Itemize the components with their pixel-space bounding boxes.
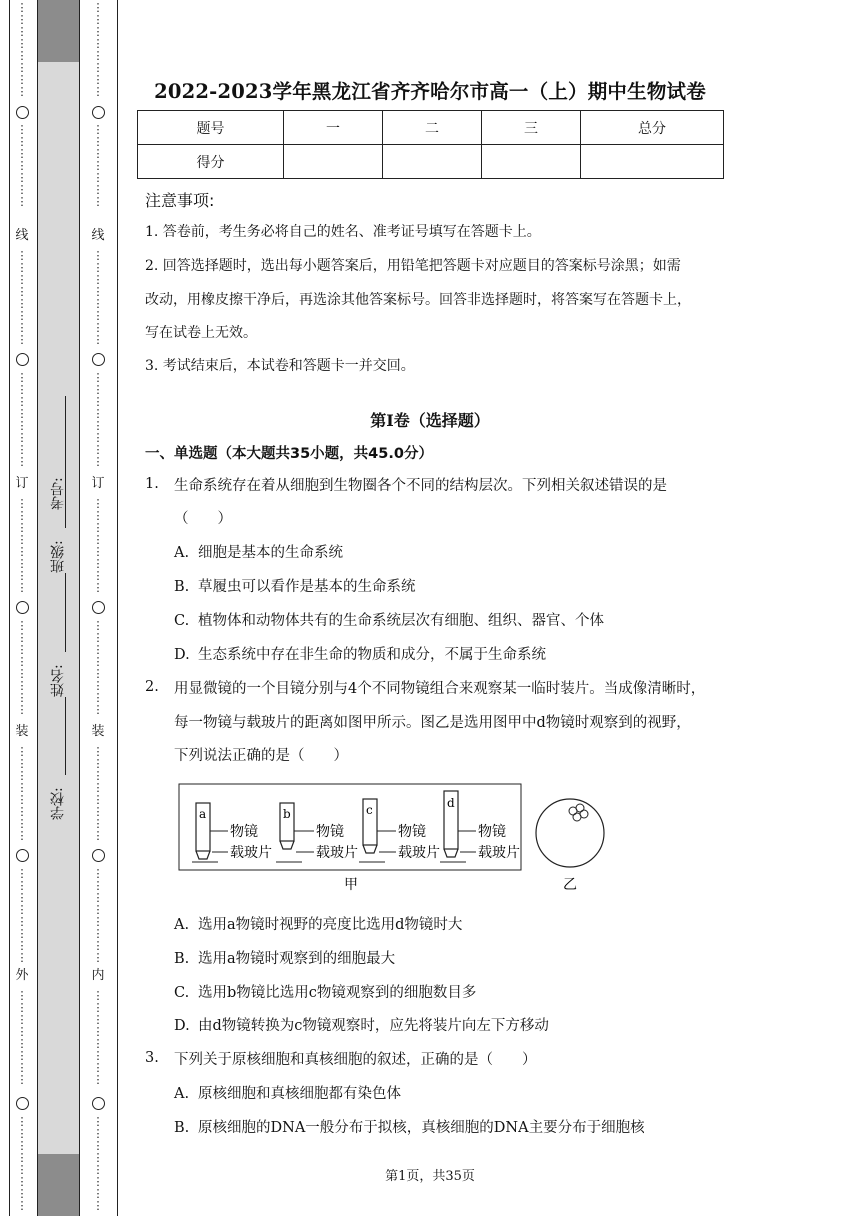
- objective-label: 物镜: [398, 824, 426, 840]
- outer-mark-bind: 订: [12, 476, 32, 492]
- question-text: 下列关于原核细胞和真核细胞的叙述，正确的是（ ）: [174, 1052, 537, 1068]
- inner-mark-install: 装: [88, 724, 108, 740]
- inner-mark-line: 线: [88, 228, 108, 244]
- objective-label: 物镜: [230, 824, 258, 840]
- student-info-fields: [48, 0, 68, 1216]
- question-text: 每一物镜与载玻片的距离如图甲所示。图乙是选用图甲中d物镜时观察到的视野，: [174, 715, 691, 731]
- slide-label: 载玻片: [478, 845, 520, 861]
- objective-label: 物镜: [478, 824, 506, 840]
- seal-circle: [92, 849, 105, 862]
- score-table-row: [138, 145, 724, 179]
- option-c[interactable]: [174, 611, 604, 631]
- section-title: 第Ⅰ卷（选择题）: [370, 411, 490, 430]
- objective-letter: d: [447, 796, 455, 810]
- outer-seal-column: ⋮ ⋮ ⋮ ⋮ ⋮ ⋮ ⋮ ⋮ ⋮ ⋮ ⋮ ⋮ ⋮ ⋮ ⋮ 线 ⋮ ⋮ ⋮ ⋮ ⋮ ⋮ ⋮ ⋮ ⋮ ⋮ ⋮ ⋮ ⋮ ⋮ ⋮ ⋮ 订 ⋮ ⋮ ⋮ ⋮ ⋮ ⋮ ⋮ ⋮ ⋮ ⋮ ⋮ ⋮ ⋮ ⋮ ⋮ ⋮ 装 ⋮ ⋮ ⋮ ⋮ ⋮ ⋮ ⋮ ⋮ ⋮ ⋮ ⋮ ⋮ ⋮ ⋮ ⋮ ⋮ 外 ⋮ ⋮ ⋮ ⋮ ⋮ ⋮ ⋮ ⋮ ⋮ ⋮ ⋮ ⋮ ⋮ ⋮ ⋮ ⋮: [12, 0, 32, 1216]
- table-cell: 三: [482, 111, 581, 145]
- exam-no-label: 考号:: [50, 477, 66, 510]
- notice-item-3: 3. 考试结束后，本试卷和答题卡一并交回。: [145, 358, 415, 374]
- objective-d: [440, 791, 520, 862]
- inner-mark-bind: 订: [88, 476, 108, 492]
- option-d[interactable]: [174, 1016, 549, 1036]
- option-a[interactable]: [174, 543, 343, 563]
- seal-circle: [92, 601, 105, 614]
- slide-label: 载玻片: [230, 845, 272, 861]
- part-heading: 一、单选题（本大题共35小题，共45.0分）: [145, 446, 433, 462]
- option-letter: B.: [174, 951, 190, 967]
- option-letter: D.: [174, 1018, 190, 1034]
- option-text: 细胞是基本的生命系统: [198, 545, 343, 561]
- option-text: 由d物镜转换为c物镜观察时，应先将装片向左下方移动: [198, 1018, 549, 1034]
- option-text: 选用a物镜时观察到的细胞最大: [198, 951, 396, 967]
- objective-letter: a: [199, 807, 207, 821]
- score-table: [137, 110, 724, 179]
- score-input-cell[interactable]: [383, 145, 482, 179]
- option-text: 选用b物镜比选用c物镜观察到的细胞数目多: [198, 985, 477, 1001]
- caption-right: 乙: [563, 877, 577, 893]
- option-a[interactable]: [174, 1084, 401, 1104]
- question-number: 2.: [145, 679, 159, 695]
- score-table-header-row: [138, 111, 724, 145]
- notice-heading: 注意事项:: [145, 191, 215, 210]
- option-letter: B.: [174, 1120, 190, 1136]
- objective-letter: b: [283, 807, 291, 821]
- option-c[interactable]: [174, 983, 476, 1003]
- option-text: 选用a物镜时视野的亮度比选用d物镜时大: [198, 917, 463, 933]
- table-cell: 一: [284, 111, 383, 145]
- option-b[interactable]: [174, 949, 395, 969]
- option-text: 植物体和动物体共有的生命系统层次有细胞、组织、器官、个体: [198, 613, 604, 629]
- objective-c: [359, 799, 440, 862]
- objective-b: [276, 803, 358, 862]
- school-label: 学校:: [50, 787, 66, 820]
- seal-circle: [16, 849, 29, 862]
- notice-item-2-line-3: 写在试卷上无效。: [145, 325, 257, 341]
- notice-item-2-line-2: 改动，用橡皮擦干净后，再选涂其他答案标号。回答非选择题时，将答案写在答题卡上，: [145, 292, 691, 308]
- seal-circle: [16, 1097, 29, 1110]
- seal-circle: [16, 353, 29, 366]
- option-letter: A.: [174, 1086, 190, 1102]
- outer-mark-outside: 外: [12, 968, 32, 984]
- objective-letter: c: [366, 803, 373, 817]
- seal-circle: [92, 353, 105, 366]
- score-input-cell[interactable]: [482, 145, 581, 179]
- option-text: 草履虫可以看作是基本的生命系统: [198, 579, 416, 595]
- option-letter: B.: [174, 579, 190, 595]
- option-b[interactable]: [174, 577, 416, 597]
- page-footer: 第1页，共35页: [385, 1169, 475, 1184]
- field-of-view: [536, 799, 604, 867]
- option-text: 生态系统中存在非生命的物质和成分，不属于生命系统: [198, 647, 546, 663]
- question-number: 1.: [145, 476, 159, 492]
- option-letter: D.: [174, 647, 190, 663]
- question-text: （ ）: [174, 511, 232, 527]
- notice-item-1: 1. 答卷前，考生务必将自己的姓名、准考证号填写在答题卡上。: [145, 224, 541, 240]
- score-input-cell[interactable]: [581, 145, 724, 179]
- option-text: 原核细胞和真核细胞都有染色体: [198, 1086, 401, 1102]
- microscope-figure: [178, 783, 608, 893]
- inner-seal-column: ⋮ ⋮ ⋮ ⋮ ⋮ ⋮ ⋮ ⋮ ⋮ ⋮ ⋮ ⋮ ⋮ ⋮ ⋮ 线 ⋮ ⋮ ⋮ ⋮ ⋮ ⋮ ⋮ ⋮ ⋮ ⋮ ⋮ ⋮ ⋮ ⋮ ⋮ ⋮ 订 ⋮ ⋮ ⋮ ⋮ ⋮ ⋮ ⋮ ⋮ ⋮ ⋮ ⋮ ⋮ ⋮ ⋮ ⋮ ⋮ 装 ⋮ ⋮ ⋮ ⋮ ⋮ ⋮ ⋮ ⋮ ⋮ ⋮ ⋮ ⋮ ⋮ ⋮ ⋮ ⋮ 内 ⋮ ⋮ ⋮ ⋮ ⋮ ⋮ ⋮ ⋮ ⋮ ⋮ ⋮ ⋮ ⋮ ⋮ ⋮ ⋮: [88, 0, 108, 1216]
- exam-no-field[interactable]: [65, 396, 66, 470]
- table-cell: 题号: [138, 111, 284, 145]
- option-text: 原核细胞的DNA一般分布于拟核，真核细胞的DNA主要分布于细胞核: [198, 1120, 645, 1136]
- option-d[interactable]: [174, 645, 546, 665]
- name-field[interactable]: [65, 573, 66, 652]
- seal-circle: [92, 106, 105, 119]
- option-b[interactable]: [174, 1118, 645, 1138]
- option-letter: C.: [174, 613, 190, 629]
- question-text: 用显微镜的一个目镜分别与4个不同物镜组合来观察某一临时装片。当成像清晰时，: [174, 681, 706, 697]
- question-text: 生命系统存在着从细胞到生物圈各个不同的结构层次。下列相关叙述错误的是: [174, 478, 667, 494]
- inner-mark-inside: 内: [88, 968, 108, 984]
- exam-title: 2022-2023学年黑龙江省齐齐哈尔市高一（上）期中生物试卷: [154, 80, 706, 103]
- name-label: 姓名:: [50, 664, 66, 697]
- option-a[interactable]: [174, 915, 462, 935]
- question-text: 下列说法正确的是（ ）: [174, 748, 348, 764]
- seal-circle: [16, 106, 29, 119]
- binding-outer-line: [9, 0, 10, 1216]
- notice-item-2-line-1: 2. 回答选择题时，选出每小题答案后，用铅笔把答题卡对应题目的答案标号涂黑；如需: [145, 258, 681, 274]
- table-cell: 二: [383, 111, 482, 145]
- table-cell: 总分: [581, 111, 724, 145]
- binding-inner-line: [117, 0, 118, 1216]
- seal-circle: [92, 1097, 105, 1110]
- outer-mark-install: 装: [12, 724, 32, 740]
- caption-left: 甲: [344, 877, 358, 893]
- objective-label: 物镜: [316, 824, 344, 840]
- school-field[interactable]: [65, 697, 66, 775]
- class-label: 班级:: [50, 540, 66, 573]
- slide-label: 载玻片: [398, 845, 440, 861]
- outer-mark-line: 线: [12, 228, 32, 244]
- slide-label: 载玻片: [316, 845, 358, 861]
- seal-circle: [16, 601, 29, 614]
- option-letter: C.: [174, 985, 190, 1001]
- option-letter: A.: [174, 545, 190, 561]
- table-cell: 得分: [138, 145, 284, 179]
- objective-a: [192, 803, 272, 862]
- question-number: 3.: [145, 1050, 159, 1066]
- option-letter: A.: [174, 917, 190, 933]
- score-input-cell[interactable]: [284, 145, 383, 179]
